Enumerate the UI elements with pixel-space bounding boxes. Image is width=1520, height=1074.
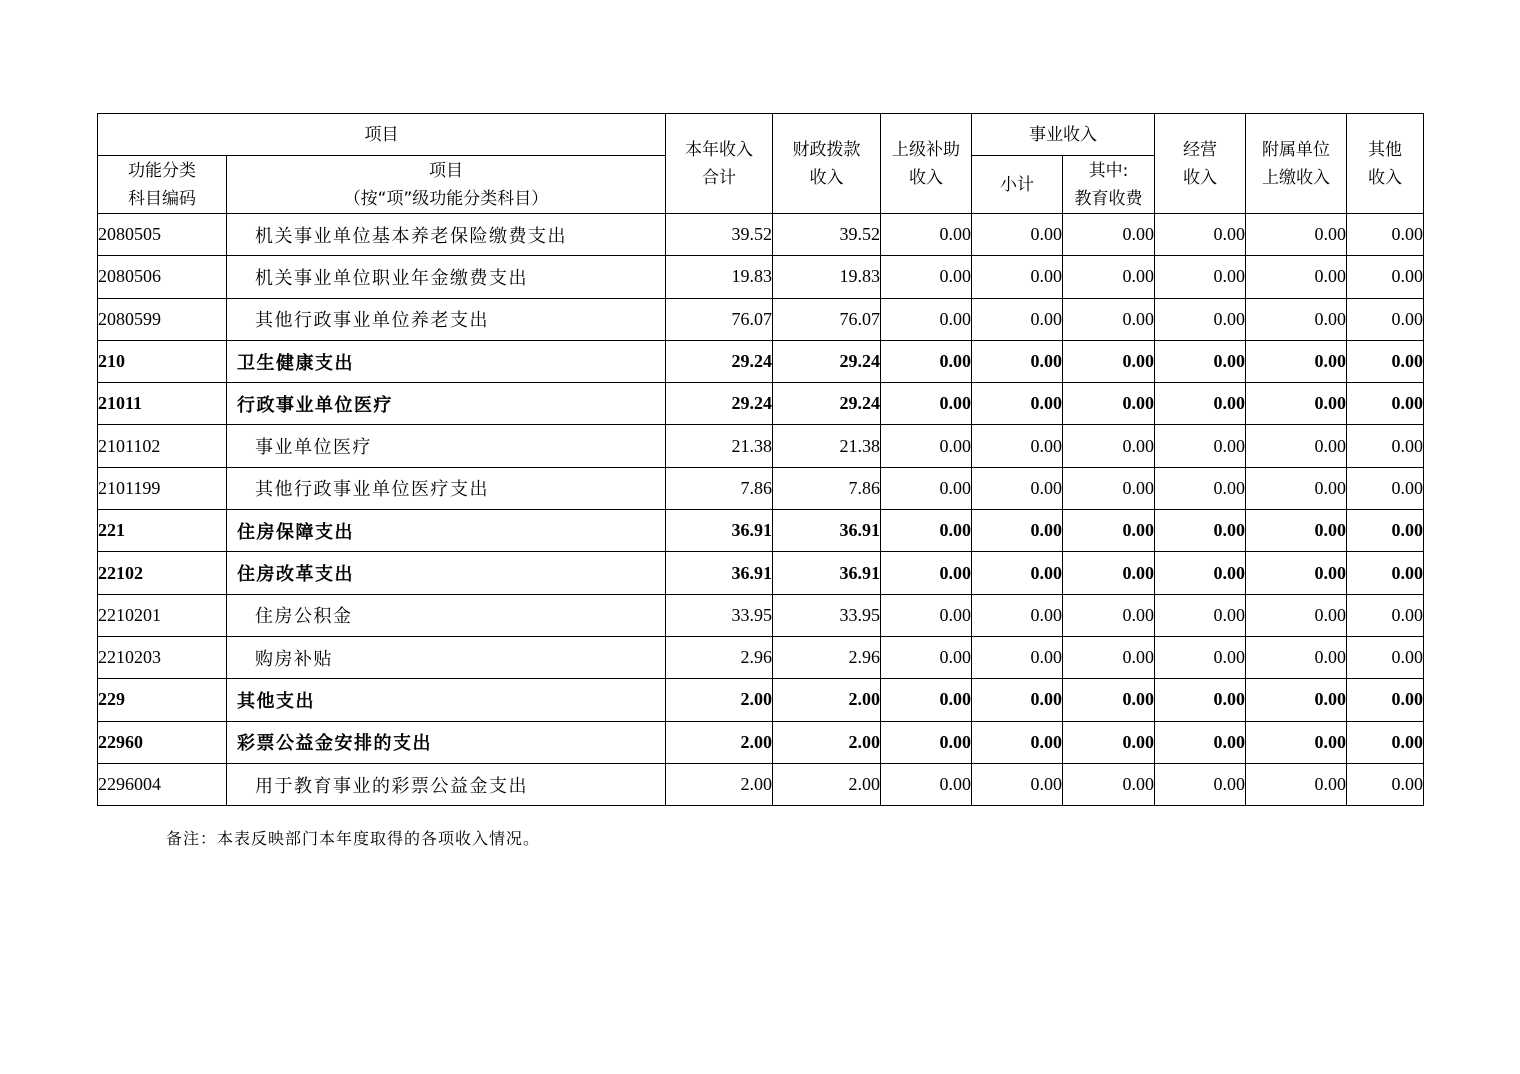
cell-total-income: 36.91 [666,510,773,552]
cell-business-subtotal: 0.00 [972,467,1063,509]
cell-business-subtotal: 0.00 [972,256,1063,298]
header-affiliated-line1: 附属单位 [1262,139,1330,160]
cell-operating-income: 0.00 [1155,763,1246,805]
cell-edu-fee: 0.00 [1063,636,1155,678]
header-operating-line1: 经营 [1183,139,1217,160]
header-other-line1: 其他 [1368,139,1402,160]
cell-total-income: 19.83 [666,256,773,298]
table-row [98,552,1424,594]
header-project-line1: 项目 [429,160,463,181]
table-row [98,721,1424,763]
cell-other-income: 0.00 [1347,636,1424,678]
table-row [98,340,1424,382]
cell-operating-income: 0.00 [1155,721,1246,763]
cell-subsidy-income: 0.00 [881,214,972,256]
cell-business-subtotal: 0.00 [972,679,1063,721]
cell-operating-income: 0.00 [1155,679,1246,721]
cell-operating-income: 0.00 [1155,636,1246,678]
header-subsidy-line1: 上级补助 [892,139,960,160]
cell-business-subtotal: 0.00 [972,298,1063,340]
header-affiliated-line2: 上缴收入 [1262,167,1330,188]
cell-edu-fee: 0.00 [1063,298,1155,340]
cell-total-income: 29.24 [666,340,773,382]
cell-fiscal-income: 76.07 [773,298,881,340]
cell-fiscal-income: 29.24 [773,383,881,425]
cell-code: 2080505 [98,214,227,256]
table-row [98,383,1424,425]
cell-business-subtotal: 0.00 [972,721,1063,763]
header-total-line1: 本年收入 [685,139,753,160]
cell-edu-fee: 0.00 [1063,467,1155,509]
cell-edu-fee: 0.00 [1063,383,1155,425]
cell-code: 210 [98,340,227,382]
cell-affiliated-income: 0.00 [1246,256,1347,298]
cell-edu-fee: 0.00 [1063,425,1155,467]
cell-edu-fee: 0.00 [1063,214,1155,256]
cell-code: 2101199 [98,467,227,509]
cell-subsidy-income: 0.00 [881,467,972,509]
cell-fiscal-income: 36.91 [773,510,881,552]
cell-code: 22102 [98,552,227,594]
cell-total-income: 2.00 [666,763,773,805]
cell-other-income: 0.00 [1347,256,1424,298]
cell-project-name: 事业单位医疗 [227,425,666,467]
cell-business-subtotal: 0.00 [972,383,1063,425]
cell-code: 2210203 [98,636,227,678]
cell-affiliated-income: 0.00 [1246,383,1347,425]
cell-affiliated-income: 0.00 [1246,425,1347,467]
header-business-group: 事业收入 [972,114,1155,156]
cell-code: 229 [98,679,227,721]
table-row [98,510,1424,552]
cell-code: 2101102 [98,425,227,467]
cell-subsidy-income: 0.00 [881,383,972,425]
cell-subsidy-income: 0.00 [881,298,972,340]
cell-code: 2210201 [98,594,227,636]
cell-project-name: 行政事业单位医疗 [227,383,666,425]
cell-project-name: 其他行政事业单位医疗支出 [227,467,666,509]
income-table [97,113,1424,806]
cell-subsidy-income: 0.00 [881,594,972,636]
cell-project-name: 机关事业单位基本养老保险缴费支出 [227,214,666,256]
cell-other-income: 0.00 [1347,721,1424,763]
header-edu-fee [1063,156,1155,214]
cell-subsidy-income: 0.00 [881,636,972,678]
cell-other-income: 0.00 [1347,594,1424,636]
header-operating-income [1155,114,1246,214]
header-project-name [227,156,666,214]
table-row [98,679,1424,721]
cell-affiliated-income: 0.00 [1246,552,1347,594]
cell-business-subtotal: 0.00 [972,425,1063,467]
cell-affiliated-income: 0.00 [1246,721,1347,763]
header-subsidy-line2: 收入 [909,167,943,188]
cell-total-income: 33.95 [666,594,773,636]
cell-project-name: 购房补贴 [227,636,666,678]
cell-edu-fee: 0.00 [1063,552,1155,594]
cell-subsidy-income: 0.00 [881,763,972,805]
cell-subsidy-income: 0.00 [881,425,972,467]
header-total-line2: 合计 [702,167,736,188]
cell-project-name: 住房保障支出 [227,510,666,552]
header-project-group: 项目 [98,114,666,156]
cell-total-income: 7.86 [666,467,773,509]
cell-operating-income: 0.00 [1155,510,1246,552]
cell-affiliated-income: 0.00 [1246,467,1347,509]
cell-fiscal-income: 2.00 [773,679,881,721]
cell-subsidy-income: 0.00 [881,340,972,382]
cell-code: 221 [98,510,227,552]
header-func-code-line2: 科目编码 [128,188,196,209]
cell-subsidy-income: 0.00 [881,679,972,721]
cell-operating-income: 0.00 [1155,256,1246,298]
cell-total-income: 36.91 [666,552,773,594]
cell-operating-income: 0.00 [1155,594,1246,636]
cell-fiscal-income: 21.38 [773,425,881,467]
cell-other-income: 0.00 [1347,425,1424,467]
header-func-code-line1: 功能分类 [128,160,196,181]
header-subsidy-income [881,114,972,214]
cell-subsidy-income: 0.00 [881,721,972,763]
header-operating-line2: 收入 [1183,167,1217,188]
cell-edu-fee: 0.00 [1063,721,1155,763]
cell-total-income: 2.00 [666,679,773,721]
cell-fiscal-income: 2.00 [773,721,881,763]
cell-affiliated-income: 0.00 [1246,679,1347,721]
header-project-line2: （按“项”级功能分类科目） [343,188,549,209]
cell-operating-income: 0.00 [1155,425,1246,467]
cell-edu-fee: 0.00 [1063,510,1155,552]
header-fiscal-income [773,114,881,214]
cell-affiliated-income: 0.00 [1246,510,1347,552]
table-row [98,594,1424,636]
cell-business-subtotal: 0.00 [972,594,1063,636]
cell-subsidy-income: 0.00 [881,510,972,552]
cell-fiscal-income: 39.52 [773,214,881,256]
table-row [98,425,1424,467]
cell-operating-income: 0.00 [1155,552,1246,594]
cell-code: 2296004 [98,763,227,805]
table-row [98,298,1424,340]
cell-operating-income: 0.00 [1155,467,1246,509]
header-other-line2: 收入 [1368,167,1402,188]
cell-project-name: 用于教育事业的彩票公益金支出 [227,763,666,805]
cell-edu-fee: 0.00 [1063,256,1155,298]
cell-total-income: 39.52 [666,214,773,256]
cell-edu-fee: 0.00 [1063,340,1155,382]
cell-total-income: 2.96 [666,636,773,678]
cell-fiscal-income: 36.91 [773,552,881,594]
cell-edu-fee: 0.00 [1063,679,1155,721]
cell-other-income: 0.00 [1347,383,1424,425]
header-total-income [666,114,773,214]
cell-project-name: 住房改革支出 [227,552,666,594]
cell-business-subtotal: 0.00 [972,552,1063,594]
cell-edu-fee: 0.00 [1063,763,1155,805]
table-body [98,214,1424,806]
cell-fiscal-income: 2.00 [773,763,881,805]
cell-subsidy-income: 0.00 [881,256,972,298]
cell-other-income: 0.00 [1347,763,1424,805]
cell-project-name: 其他行政事业单位养老支出 [227,298,666,340]
cell-fiscal-income: 2.96 [773,636,881,678]
cell-business-subtotal: 0.00 [972,340,1063,382]
cell-affiliated-income: 0.00 [1246,763,1347,805]
cell-business-subtotal: 0.00 [972,214,1063,256]
table-header [98,114,1424,214]
table-row [98,636,1424,678]
header-other-income [1347,114,1424,214]
cell-subsidy-income: 0.00 [881,552,972,594]
cell-business-subtotal: 0.00 [972,763,1063,805]
header-func-code [98,156,227,214]
cell-business-subtotal: 0.00 [972,636,1063,678]
cell-affiliated-income: 0.00 [1246,340,1347,382]
cell-other-income: 0.00 [1347,467,1424,509]
cell-operating-income: 0.00 [1155,298,1246,340]
header-fiscal-line2: 收入 [809,167,844,188]
cell-project-name: 机关事业单位职业年金缴费支出 [227,256,666,298]
cell-affiliated-income: 0.00 [1246,594,1347,636]
cell-total-income: 21.38 [666,425,773,467]
cell-project-name: 住房公积金 [227,594,666,636]
cell-fiscal-income: 19.83 [773,256,881,298]
cell-affiliated-income: 0.00 [1246,298,1347,340]
cell-other-income: 0.00 [1347,510,1424,552]
header-affiliated-income [1246,114,1347,214]
header-fiscal-line1: 财政拨款 [792,139,861,160]
cell-operating-income: 0.00 [1155,383,1246,425]
cell-operating-income: 0.00 [1155,340,1246,382]
cell-affiliated-income: 0.00 [1246,636,1347,678]
header-edu-line1: 其中: [1088,160,1129,181]
cell-total-income: 2.00 [666,721,773,763]
footnote: 备注：本表反映部门本年度取得的各项收入情况。 [166,829,541,848]
cell-code: 2080506 [98,256,227,298]
cell-fiscal-income: 7.86 [773,467,881,509]
cell-other-income: 0.00 [1347,552,1424,594]
cell-business-subtotal: 0.00 [972,510,1063,552]
cell-code: 22960 [98,721,227,763]
cell-fiscal-income: 33.95 [773,594,881,636]
cell-project-name: 彩票公益金安排的支出 [227,721,666,763]
cell-other-income: 0.00 [1347,340,1424,382]
header-subtotal: 小计 [972,156,1063,214]
table-row [98,256,1424,298]
header-edu-line2: 教育收费 [1074,188,1143,209]
cell-other-income: 0.00 [1347,298,1424,340]
cell-edu-fee: 0.00 [1063,594,1155,636]
cell-fiscal-income: 29.24 [773,340,881,382]
cell-operating-income: 0.00 [1155,214,1246,256]
cell-total-income: 29.24 [666,383,773,425]
cell-total-income: 76.07 [666,298,773,340]
cell-other-income: 0.00 [1347,214,1424,256]
cell-code: 21011 [98,383,227,425]
cell-project-name: 卫生健康支出 [227,340,666,382]
cell-affiliated-income: 0.00 [1246,214,1347,256]
cell-other-income: 0.00 [1347,679,1424,721]
table-row [98,214,1424,256]
table-row [98,467,1424,509]
cell-project-name: 其他支出 [227,679,666,721]
cell-code: 2080599 [98,298,227,340]
table-row [98,763,1424,805]
